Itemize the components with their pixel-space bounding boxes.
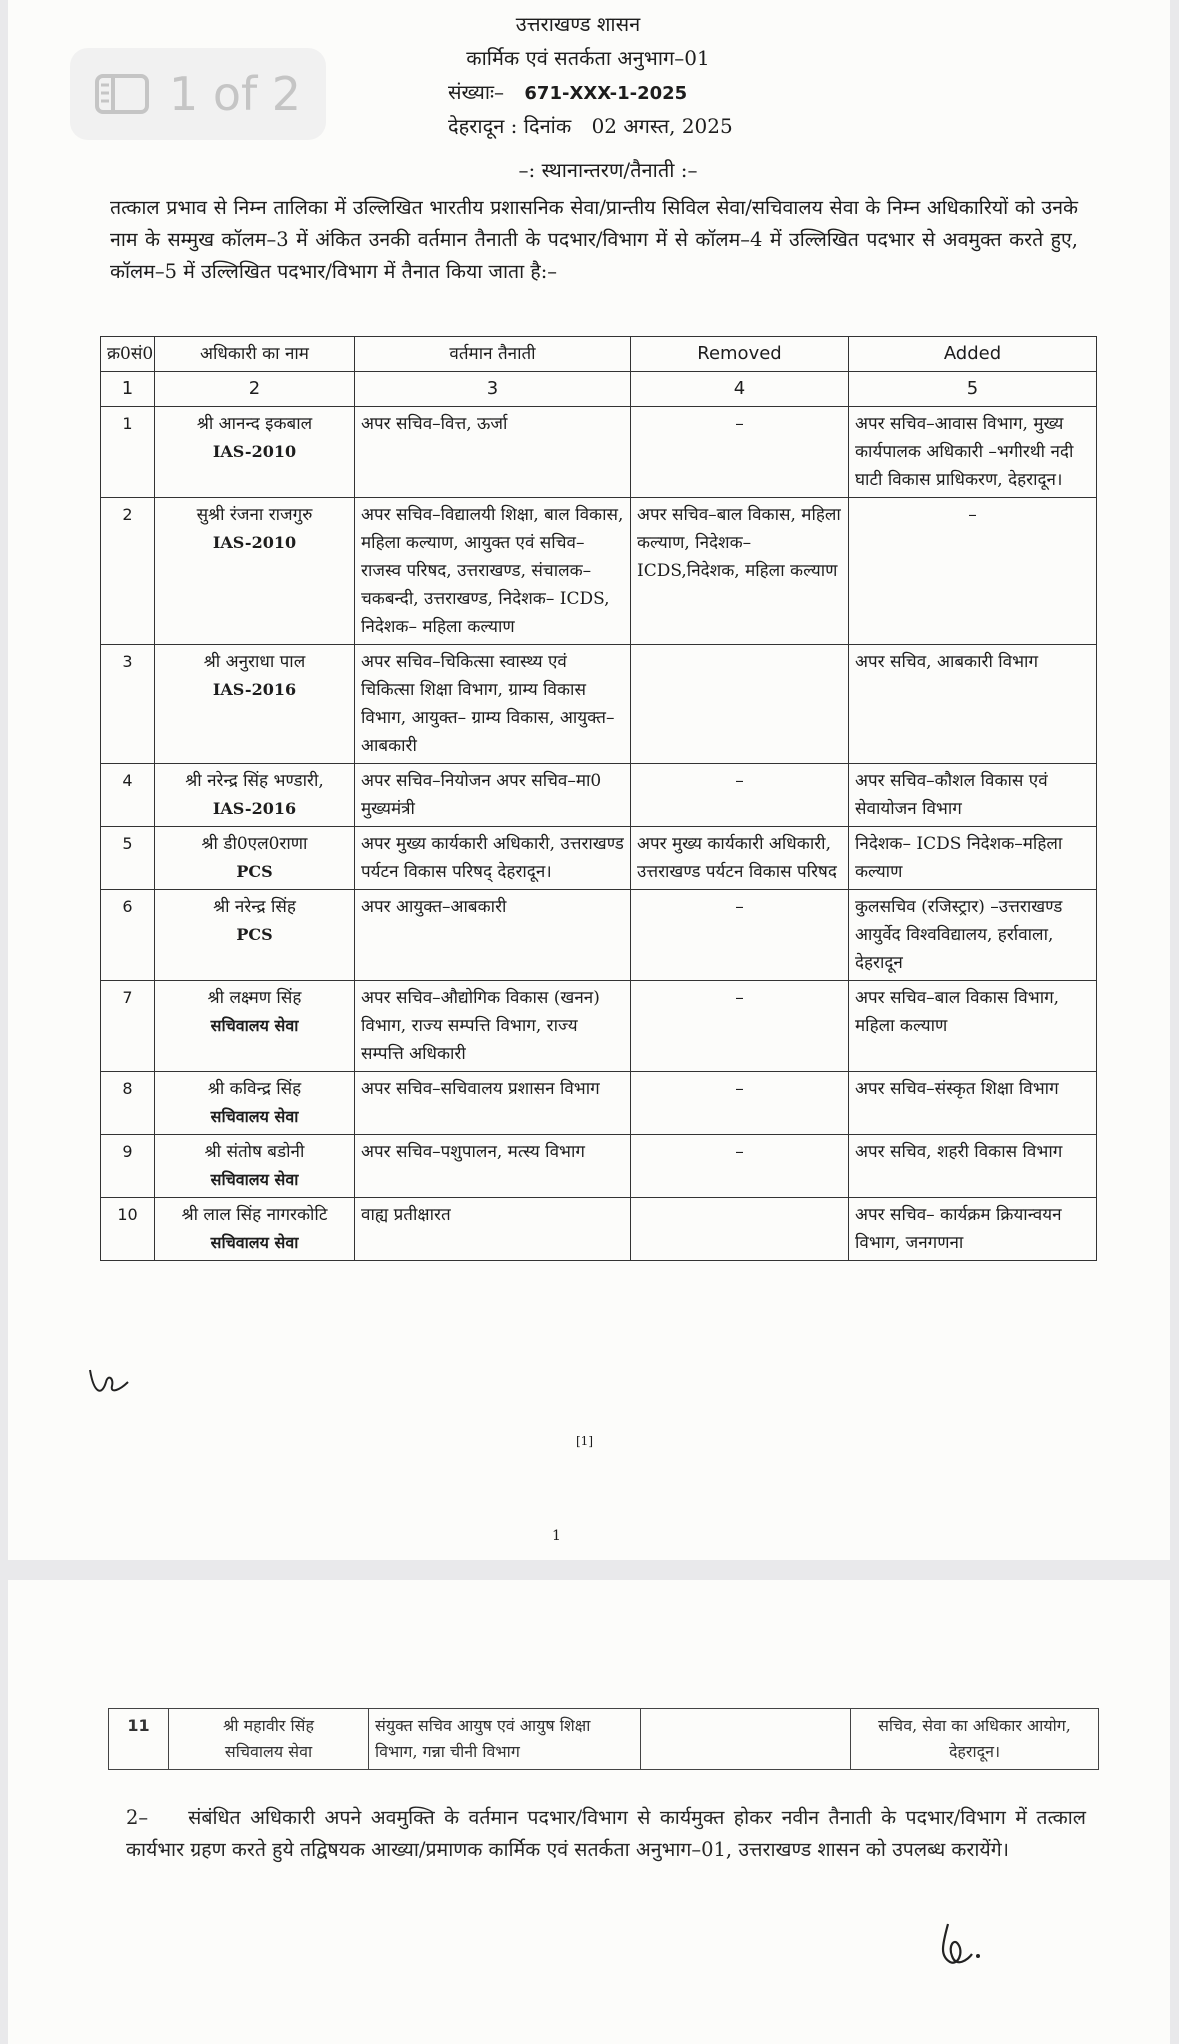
row-officer	[155, 890, 355, 981]
officer-name: श्री नरेन्द्र सिंह भण्डारी,	[185, 771, 324, 791]
table-row	[101, 827, 1097, 890]
row-removed	[631, 645, 849, 764]
row-removed	[631, 1198, 849, 1261]
table-row	[101, 645, 1097, 764]
row-officer	[155, 498, 355, 645]
officer-name: श्री कविन्द्र सिंह	[207, 1079, 302, 1099]
intro-paragraph: तत्काल प्रभाव से निम्न तालिका में उल्लिखित भारतीय प्रशासनिक सेवा/प्रान्तीय सिविल सेवा/सचिवालय सेवा के निम्न अधिकारियों को उनके नाम के सम्मुख कॉलम–3 में अंकित उनकी वर्तमान तैनाती के पदभार/विभाग में से कॉलम–4 में उल्लिखित पदभार से अवमुक्त करते हुए, कॉलम–5 में उल्लिखित पदभार/विभाग में तैनात किया जाता है:–	[110, 196, 1078, 283]
officer-service: PCS	[236, 925, 273, 944]
row-current-posting: अपर सचिव–सचिवालय प्रशासन विभाग	[355, 1072, 631, 1135]
row-added: –	[849, 498, 1097, 645]
header-officer-name: अधिकारी का नाम	[155, 337, 355, 372]
row-officer	[155, 645, 355, 764]
table-row	[109, 1709, 1099, 1770]
row-current-posting: अपर सचिव–विद्यालयी शिक्षा, बाल विकास, महिला कल्याण, आयुक्त एवं सचिव–राजस्व परिषद, उत्तराखण्ड, संचालक–चकबन्दी, उत्तराखण्ड, निदेशक– ICDS, निदेशक– महिला कल्याण	[355, 498, 631, 645]
row-added: सचिव, सेवा का अधिकार आयोग, देहरादून।	[851, 1709, 1099, 1770]
officer-service: IAS-2016	[212, 799, 297, 818]
row-officer	[155, 764, 355, 827]
column-number: 4	[631, 372, 849, 407]
table-row	[101, 1198, 1097, 1261]
instruction-paragraph	[126, 1802, 1086, 1866]
paragraph-number: 2–	[126, 1806, 149, 1829]
date-line	[448, 112, 733, 139]
row-serial: 11	[109, 1709, 169, 1770]
page-number: 1	[552, 1528, 561, 1544]
initials-signature-icon	[84, 1360, 134, 1400]
row-serial: 1	[101, 407, 155, 498]
row-current-posting: अपर सचिव–औद्योगिक विकास (खनन) विभाग, राज्य सम्पत्ति विभाग, राज्य सम्पत्ति अधिकारी	[355, 981, 631, 1072]
table-row	[101, 981, 1097, 1072]
row-serial: 8	[101, 1072, 155, 1135]
table-row	[101, 1135, 1097, 1198]
officer-service: सचिवालय सेवा	[210, 1170, 299, 1189]
row-removed: –	[631, 1072, 849, 1135]
row-current-posting: अपर मुख्य कार्यकारी अधिकारी, उत्तराखण्ड पर्यटन विकास परिषद् देहरादून।	[355, 827, 631, 890]
row-serial: 10	[101, 1198, 155, 1261]
officer-name: श्री महावीर सिंह	[223, 1716, 314, 1735]
page-indicator-text: 1 of 2	[168, 67, 302, 121]
row-added: कुलसचिव (रजिस्ट्रार) –उत्तराखण्ड आयुर्वेद विश्वविद्यालय, हर्रावाला, देहरादून	[849, 890, 1097, 981]
row-removed	[641, 1709, 851, 1770]
row-officer	[155, 981, 355, 1072]
row-serial: 5	[101, 827, 155, 890]
header-removed: Removed	[631, 337, 849, 372]
department-title: कार्मिक एवं सतर्कता अनुभाग–01	[466, 46, 710, 70]
officer-service: सचिवालय सेवा	[210, 1107, 299, 1126]
table-header-row	[101, 337, 1097, 372]
row-officer	[155, 1198, 355, 1261]
order-date: 02 अगस्त, 2025	[591, 114, 733, 138]
table-row	[101, 890, 1097, 981]
officer-service: IAS-2010	[212, 533, 297, 552]
row-serial: 9	[101, 1135, 155, 1198]
row-removed: –	[631, 890, 849, 981]
row-serial: 2	[101, 498, 155, 645]
officer-name: श्री लाल सिंह नागरकोटि	[181, 1205, 328, 1225]
subject-line: –: स्थानान्तरण/तैनाती :–	[518, 158, 698, 182]
row-added: अपर सचिव–संस्कृत शिक्षा विभाग	[849, 1072, 1097, 1135]
row-officer	[155, 1072, 355, 1135]
row-added: अपर सचिव, आबकारी विभाग	[849, 645, 1097, 764]
column-number: 5	[849, 372, 1097, 407]
row-serial: 4	[101, 764, 155, 827]
row-removed: अपर सचिव–बाल विकास, महिला कल्याण, निदेशक–ICDS,निदेशक, महिला कल्याण	[631, 498, 849, 645]
row-current-posting: अपर आयुक्त–आबकारी	[355, 890, 631, 981]
officer-service: सचिवालय सेवा	[210, 1233, 299, 1252]
transfer-table-continued	[108, 1708, 1099, 1770]
row-current-posting: अपर सचिव–चिकित्सा स्वास्थ्य एवं चिकित्सा शिक्षा विभाग, ग्राम्य विकास विभाग, आयुक्त– ग्राम्य विकास, आयुक्त– आबकारी	[355, 645, 631, 764]
page-indicator[interactable]	[70, 48, 326, 140]
paragraph-text: संबंधित अधिकारी अपने अवमुक्ति के वर्तमान पदभार/विभाग से कार्यमुक्त होकर नवीन तैनाती के पदभार/विभाग में तत्काल कार्यभार ग्रहण करते हुये तद्विषयक आख्या/प्रमाणक कार्मिक एवं सतर्कता अनुभाग–01, उत्तराखण्ड शासन को उपलब्ध करायेंगे।	[126, 1806, 1086, 1861]
sidebar-icon	[95, 74, 149, 114]
row-added: निदेशक– ICDS निदेशक–महिला कल्याण	[849, 827, 1097, 890]
officer-name: श्री लक्ष्मण सिंह	[207, 988, 302, 1008]
row-current-posting: संयुक्त सचिव आयुष एवं आयुष शिक्षा विभाग, गन्ना चीनी विभाग	[369, 1709, 641, 1770]
footnote-marker: [1]	[576, 1434, 593, 1448]
row-added: अपर सचिव– कार्यक्रम क्रियान्वयन विभाग, जनगणना	[849, 1198, 1097, 1261]
date-label: देहरादून : दिनांक	[448, 114, 572, 138]
officer-service: IAS-2016	[212, 680, 297, 699]
header-serial: क्र0सं0	[101, 337, 155, 372]
row-current-posting: अपर सचिव–नियोजन अपर सचिव–मा0 मुख्यमंत्री	[355, 764, 631, 827]
govt-title: उत्तराखण्ड शासन	[515, 12, 641, 36]
row-current-posting: अपर सचिव–वित्त, ऊर्जा	[355, 407, 631, 498]
row-officer	[155, 407, 355, 498]
row-added: अपर सचिव–कौशल विकास एवं सेवायोजन विभाग	[849, 764, 1097, 827]
column-number: 3	[355, 372, 631, 407]
officer-name: सुश्री रंजना राजगुरु	[196, 505, 313, 525]
table-row	[101, 1072, 1097, 1135]
row-officer	[155, 1135, 355, 1198]
order-number: 671-XXX-1-2025	[524, 83, 688, 104]
header-added: Added	[849, 337, 1097, 372]
row-removed: –	[631, 407, 849, 498]
row-added: अपर सचिव–आवास विभाग, मुख्य कार्यपालक अधिकारी –भगीरथी नदी घाटी विकास प्राधिकरण, देहरादून।	[849, 407, 1097, 498]
order-number-label: संख्याः–	[448, 80, 505, 104]
column-number: 1	[101, 372, 155, 407]
officer-name: श्री नरेन्द्र सिंह	[213, 897, 296, 917]
column-number: 2	[155, 372, 355, 407]
officer-service: PCS	[236, 862, 273, 881]
row-removed: –	[631, 764, 849, 827]
table-row	[101, 764, 1097, 827]
officer-name: श्री संतोष बडोनी	[204, 1142, 305, 1162]
order-number-line	[448, 78, 687, 105]
row-serial: 3	[101, 645, 155, 764]
row-current-posting: अपर सचिव–पशुपालन, मत्स्य विभाग	[355, 1135, 631, 1198]
officer-service: सचिवालय सेवा	[224, 1742, 313, 1761]
officer-name: श्री डी0एल0राणा	[201, 834, 308, 854]
row-current-posting: वाह्य प्रतीक्षारत	[355, 1198, 631, 1261]
officer-name: श्री अनुराधा पाल	[203, 652, 306, 672]
officer-name: श्री आनन्द इकबाल	[196, 414, 313, 434]
row-serial: 6	[101, 890, 155, 981]
row-serial: 7	[101, 981, 155, 1072]
row-added: अपर सचिव–बाल विकास विभाग, महिला कल्याण	[849, 981, 1097, 1072]
officer-service: IAS-2010	[212, 442, 297, 461]
row-removed: –	[631, 981, 849, 1072]
document-page-2	[8, 1580, 1170, 2044]
row-added: अपर सचिव, शहरी विकास विभाग	[849, 1135, 1097, 1198]
table-row	[101, 407, 1097, 498]
officer-service: सचिवालय सेवा	[210, 1016, 299, 1035]
transfer-table	[100, 336, 1097, 1261]
row-removed: –	[631, 1135, 849, 1198]
row-removed: अपर मुख्य कार्यकारी अधिकारी, उत्तराखण्ड पर्यटन विकास परिषद	[631, 827, 849, 890]
column-number-row	[101, 372, 1097, 407]
signature-icon	[928, 1916, 988, 1976]
document-page-1	[8, 0, 1170, 1560]
table-row	[101, 498, 1097, 645]
row-officer	[169, 1709, 369, 1770]
header-current-posting: वर्तमान तैनाती	[355, 337, 631, 372]
row-officer	[155, 827, 355, 890]
